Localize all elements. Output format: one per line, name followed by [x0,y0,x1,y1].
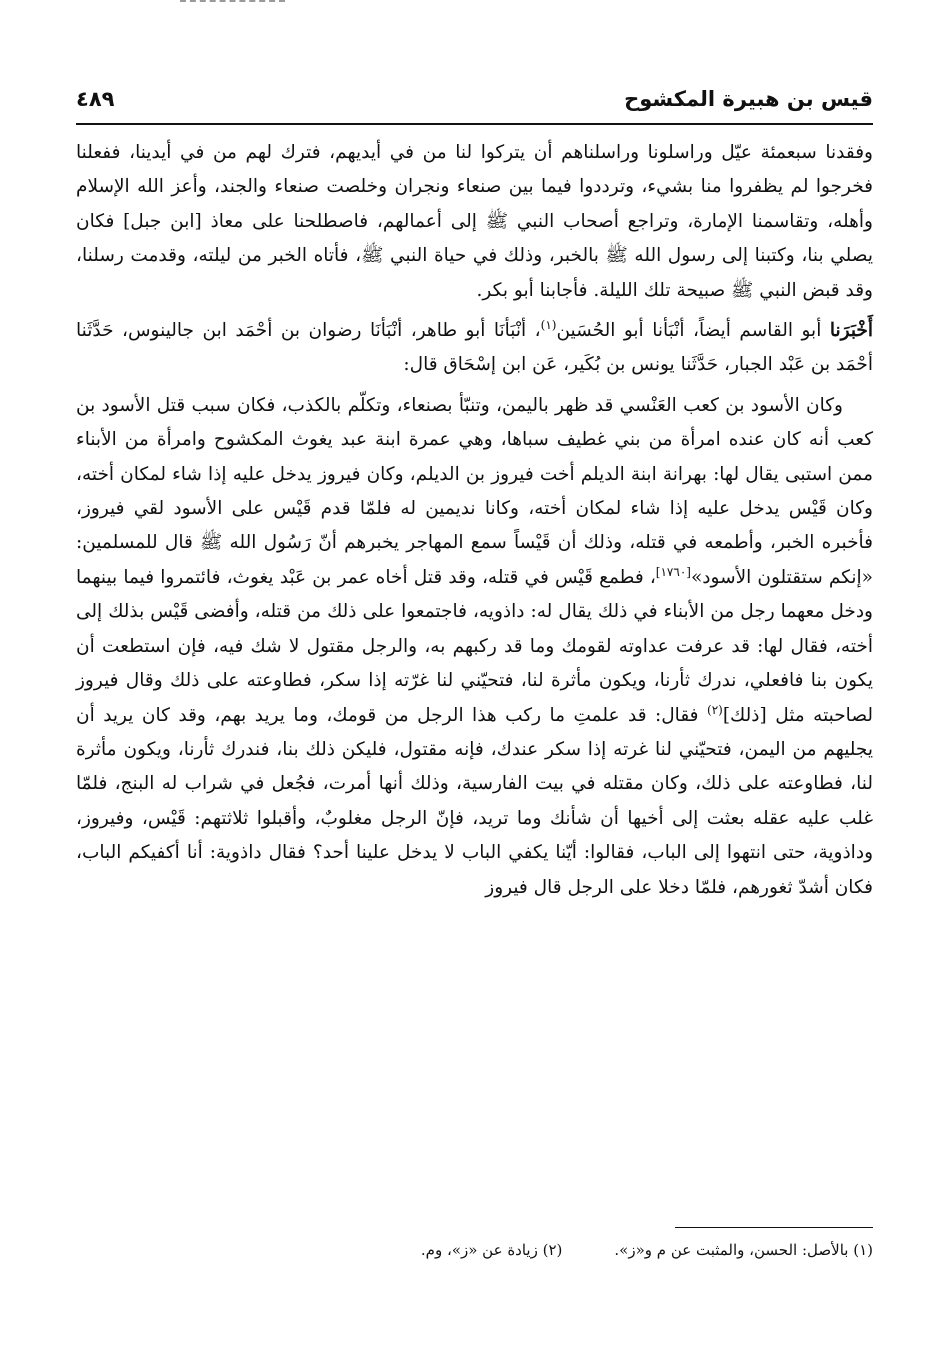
hadith-number-ref: [١٧٦٠] [655,564,691,579]
footnote-1: (١) بالأصل: الحسن، والمثبت عن م و«ز». [614,1241,873,1259]
paragraph-3 [76,389,873,905]
paragraph-text: أبو القاسم أيضاً، أنْبَأنا أبو الحُسَين [556,320,830,342]
top-scan-mark [180,0,285,10]
paragraph-1 [76,136,873,308]
footnotes [76,1237,873,1263]
isnad-lead-word: أَخْبَرَنا [829,320,873,342]
paragraph-text-continued: ، أنْبَأنَا أبو طاهر، أنْبَأنَا رضوان بن أحْمَد ابن جالينوس، حَدَّثَنا أحْمَد بن عَبْد الجبار، حَدَّثَنا يونس بن بُكَير، عَن ابن إسْحَاق قال: [76,320,873,376]
page-number: ٤٨٩ [76,87,115,111]
paragraph-text-continued: ، فطمع قَيْس في قتله، وقد قتل أخاه عمر بن عَبْد يغوث، فائتمروا فيما بينهما ودخل معهما رجل من الأبناء في ذلك يقال له: داذويه، فاجتمعوا على ذلك من قتله، وأفضى قَيْس بذلك إلى أخته، فقال لها: قد عرفت عداوته لقومك وما قد ركبهم به، والرجل مقتول لا شك فيه، فإن استطعت أن يكون بنا فافعلي، ندرك ثأرنا، ويكون مأثرة لنا، فتحيّني لنا غرّته إذا سكر، فطاوعته على ذلك وقال فيروز لصاحبته مثل [ذلك] [76,566,873,726]
paragraph-2 [76,314,873,383]
footnote-2: (٢) زيادة عن «ز»، وم. [420,1241,563,1259]
footnote-ref-1: (١) [540,317,557,332]
paragraph-text-continued-2: فقال: قد علمتِ ما ركب هذا الرجل من قومك، وما يريد بهم، وقد كان يريد أن يجليهم من اليمن، فتحيّني لنا غرته إذا سكر عندك، فإنه مقتول، فليكن ذلك بنا، فندرك ثأرنا، ويكون مأثرة لنا، فطاوعته على ذلك، وكان مقتله في بيت الفارسية، وذلك أنها أمرت، فجُعل في شراب له البنج، فلمّا غلب عليه عقله بعثت إلى أخيها أن شأنك وما تريد، فإنّ الرجل مغلوبٌ، وأقبلوا ثلاثتهم: قَيْس، وفيروز، وداذوية، حتى انتهوا إلى الباب، فقالوا: أيّنا يكفي الباب لا يدخل علينا أحد؟ فقال داذوية: أنا أكفيكم الباب، فكان أشدّ ثغورهم، فلمّا دخلا على الرجل قال فيروز [76,704,873,898]
page-header [76,84,873,120]
footnote-ref-2: (٢) [707,702,723,717]
main-text [76,136,873,905]
running-title: قيس بن هبيرة المكشوح [624,87,873,111]
footnote-separator [675,1227,873,1228]
paragraph-text: وكان الأسود بن كعب العَنْسي قد ظهر باليمن، وتنبّأ بصنعاء، وتكلّم بالكذب، فكان سبب قتل الأسود بن كعب أنه كان عنده امرأة من بني غطيف سباها، وهي عمرة ابنة عبد يغوث المكشوح وامرأة من الأبناء ممن استبى يقال لها: بهرانة ابنة الديلم أخت فيروز بن الديلم، وكان فيروز يدخل عليه إذا شاء لمكان أخته، وكان قَيْس يدخل عليه إذا شاء لمكان أخته، وكانا نديمين له فلمّا قدم قَيْس على الأسود لقي فيروز، فأخبره الخبر، وأطمعه في قتله، وذلك أن قَيْساً سمع المهاجر يخبرهم أنّ رَسُول الله ﷺ قال للمسلمين: «إنكم ستقتلون الأسود» [76,394,873,588]
paragraph-text: وفقدنا سبعمئة عيّل وراسلونا وراسلناهم أن يتركوا لنا من في أيديهم، فترك لهم من في أيدينا، ففعلنا فخرجوا لم يظفروا منا بشيء، وترددوا فيما بين صنعاء ونجران وخلصت صنعاء والجند، وأعز الله الإسلام وأهله، وتقاسمنا الإمارة، وتراجع أصحاب النبي ﷺ إلى أعمالهم، فاصطلحنا على معاذ [ابن جبل] فكان يصلي بنا، وكتبنا إلى رسول الله ﷺ بالخبر، وذلك في حياة النبي ﷺ، فأتاه الخبر من ليلته، وقدمت رسلنا، وقد قبض النبي ﷺ صبيحة تلك الليلة. فأجابنا أبو بكر. [76,142,873,301]
header-rule [76,123,873,125]
